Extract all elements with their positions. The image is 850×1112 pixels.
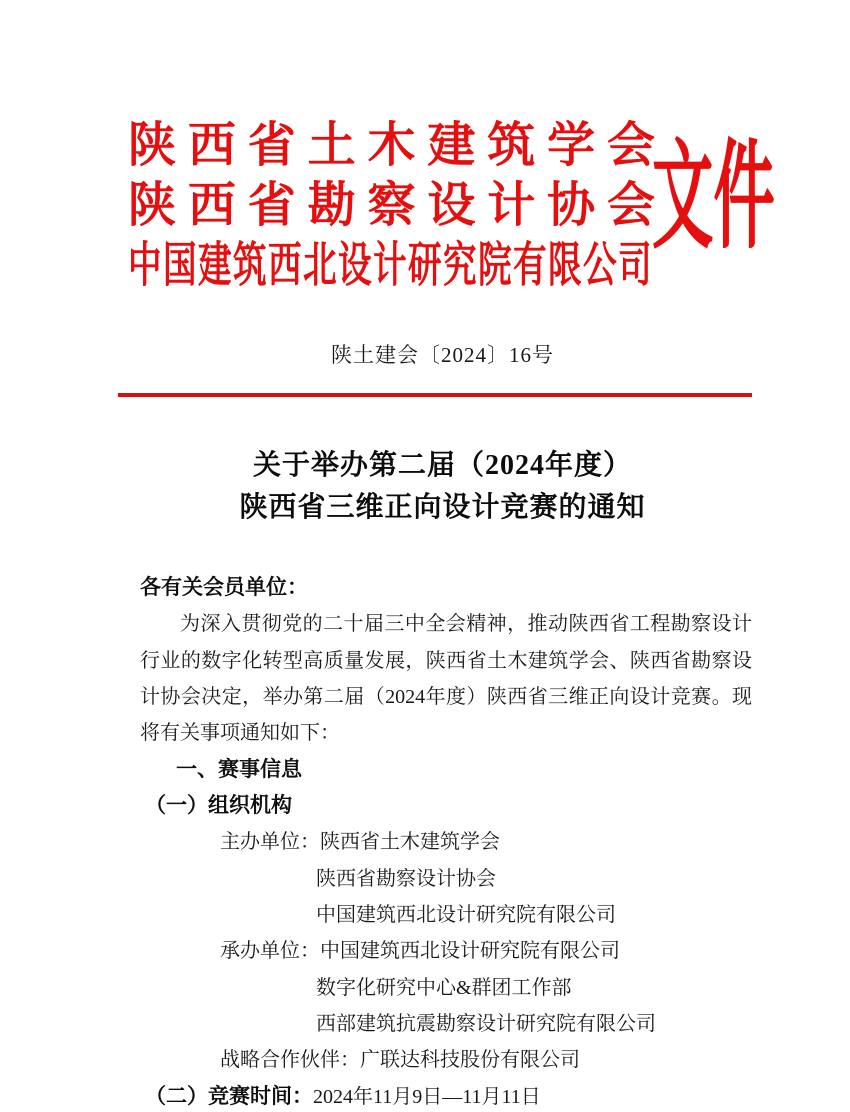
- section-heading-event-info: 一、赛事信息: [176, 758, 302, 781]
- paragraph-line-1: 为深入贯彻党的二十届三中全会精神，推动陕西省工程勘察设计: [180, 613, 752, 635]
- competition-time-label: （二）竞赛时间：: [145, 1085, 313, 1108]
- letterhead-document-type-label: 文件: [652, 132, 775, 263]
- organizer-unit-line-1: 承办单位：中国建筑西北设计研究院有限公司: [220, 940, 620, 962]
- strategic-partner-line: 战略合作伙伴：广联达科技股份有限公司: [220, 1049, 580, 1071]
- organizer-unit-line-3: 西部建筑抗震勘察设计研究院有限公司: [316, 1013, 656, 1035]
- competition-time-value: 2024年11月9日—11月11日: [313, 1086, 541, 1108]
- red-separator-line: [118, 393, 752, 397]
- paragraph-line-4: 将有关事项通知如下：: [140, 722, 340, 744]
- letterhead-org-name-3: 中国建筑西北设计研究院有限公司: [128, 239, 654, 292]
- paragraph-line-3: 计协会决定，举办第二届（2024年度）陕西省三维正向设计竞赛。现: [140, 686, 752, 708]
- subsection-heading-organization: （一）组织机构: [145, 794, 292, 817]
- host-unit-line-1: 主办单位：陕西省土木建筑学会: [220, 831, 500, 853]
- organizer-unit-line-2: 数字化研究中心&群团工作部: [316, 977, 572, 999]
- notice-title-line-2: 陕西省三维正向设计竞赛的通知: [239, 492, 646, 523]
- subsection-competition-time: [145, 1079, 541, 1112]
- host-unit-line-3: 中国建筑西北设计研究院有限公司: [316, 904, 616, 926]
- letterhead-org-name-1: 陕西省土木建筑学会: [128, 119, 655, 172]
- document-number: 陕土建会〔2024〕16号: [331, 343, 554, 367]
- paragraph-line-2: 行业的数字化转型高质量发展，陕西省土木建筑学会、陕西省勘察设: [140, 650, 752, 672]
- letterhead-org-name-2: 陕西省勘察设计协会: [128, 179, 655, 232]
- host-unit-line-2: 陕西省勘察设计协会: [316, 868, 496, 890]
- salutation: 各有关会员单位：: [140, 576, 308, 599]
- notice-title-line-1: 关于举办第二届（2024年度）: [252, 450, 632, 481]
